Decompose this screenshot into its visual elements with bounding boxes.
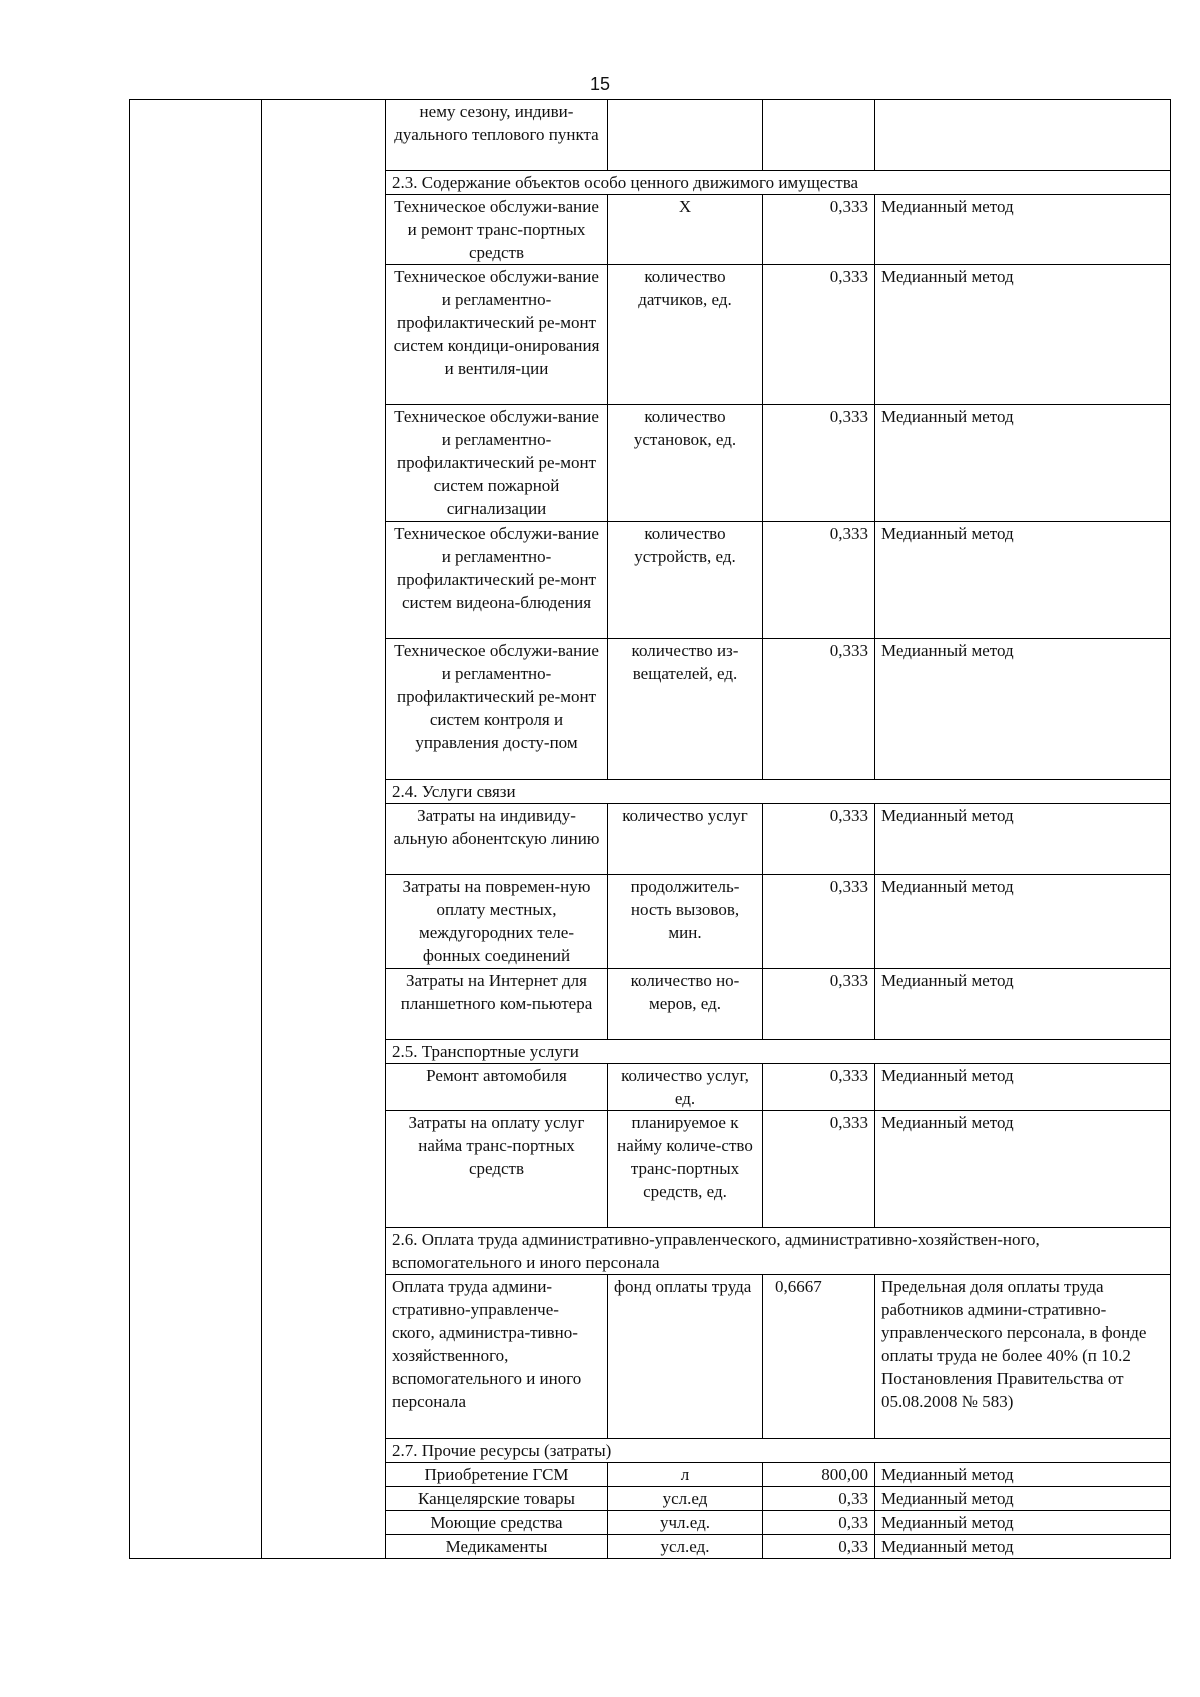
- measure-unit: количество услуг: [608, 804, 763, 875]
- cost-item-name: Оплата труда админи-стративно-управленче-ского, администра-тивно-хозяйственного, вспомогательного и иного персонала: [386, 1275, 608, 1439]
- section-heading: 2.4. Услуги связи: [386, 780, 1171, 804]
- measure-unit: количество услуг, ед.: [608, 1064, 763, 1111]
- section-heading: 2.5. Транспортные услуги: [386, 1040, 1171, 1064]
- cost-item-name: Затраты на повремен-ную оплату местных, междугородних теле-фонных соединений: [386, 875, 608, 969]
- cost-norms-table: [129, 99, 1171, 1559]
- cost-item-name: Техническое обслужи-вание и регламентно-профилактический ре-монт систем кондици-онирования и вентиля-ции: [386, 265, 608, 405]
- weight-value: 0,333: [763, 1111, 875, 1228]
- cost-item-name: Техническое обслужи-вание и регламентно-профилактический ре-монт систем пожарной сигнализации: [386, 405, 608, 522]
- weight-value: 0,333: [763, 195, 875, 265]
- calc-method: Медианный метод: [875, 265, 1171, 405]
- blank-column-1: [130, 100, 262, 1559]
- weight-value: 0,6667: [763, 1275, 875, 1439]
- measure-unit: [608, 100, 763, 171]
- cost-item-name: Затраты на оплату услуг найма транс-портных средств: [386, 1111, 608, 1228]
- cost-item-name: Приобретение ГСМ: [386, 1463, 608, 1487]
- measure-unit: планируемое к найму количе-ство транс-портных средств, ед.: [608, 1111, 763, 1228]
- measure-unit: продолжитель-ность вызовов, мин.: [608, 875, 763, 969]
- weight-value: 0,333: [763, 969, 875, 1040]
- weight-value: 800,00: [763, 1463, 875, 1487]
- weight-value: 0,33: [763, 1487, 875, 1511]
- weight-value: 0,333: [763, 875, 875, 969]
- weight-value: 0,333: [763, 405, 875, 522]
- calc-method: Медианный метод: [875, 804, 1171, 875]
- measure-unit: количество но-меров, ед.: [608, 969, 763, 1040]
- cost-item-name: Ремонт автомобиля: [386, 1064, 608, 1111]
- measure-unit: количество устройств, ед.: [608, 522, 763, 639]
- calc-method: Медианный метод: [875, 1463, 1171, 1487]
- measure-unit: л: [608, 1463, 763, 1487]
- section-heading: 2.6. Оплата труда административно-управленческого, административно-хозяйствен-ного, вспомогательного и иного персонала: [386, 1228, 1171, 1275]
- calc-method: Медианный метод: [875, 195, 1171, 265]
- blank-column-2: [262, 100, 386, 1559]
- weight-value: 0,333: [763, 1064, 875, 1111]
- cost-item-name: Техническое обслужи-вание и ремонт транс-портных средств: [386, 195, 608, 265]
- calc-method: Медианный метод: [875, 522, 1171, 639]
- measure-unit: усл.ед.: [608, 1535, 763, 1559]
- calc-method: Предельная доля оплаты труда работников админи-стративно-управленческого персонала, в фонде оплаты труда не более 40% (п 10.2 Постановления Правительства от 05.08.2008 № 583): [875, 1275, 1171, 1439]
- cost-item-name: Техническое обслужи-вание и регламентно-профилактический ре-монт систем видеона-блюдения: [386, 522, 608, 639]
- calc-method: Медианный метод: [875, 875, 1171, 969]
- cost-item-name: Канцелярские товары: [386, 1487, 608, 1511]
- calc-method: [875, 100, 1171, 171]
- weight-value: 0,33: [763, 1535, 875, 1559]
- cost-item-name: Медикаменты: [386, 1535, 608, 1559]
- measure-unit: количество датчиков, ед.: [608, 265, 763, 405]
- cost-item-name: Техническое обслужи-вание и регламентно-профилактический ре-монт систем контроля и управления досту-пом: [386, 639, 608, 780]
- cost-item-name: Моющие средства: [386, 1511, 608, 1535]
- weight-value: 0,333: [763, 522, 875, 639]
- measure-unit: учл.ед.: [608, 1511, 763, 1535]
- weight-value: 0,33: [763, 1511, 875, 1535]
- section-heading: 2.3. Содержание объектов особо ценного движимого имущества: [386, 171, 1171, 195]
- calc-method: Медианный метод: [875, 639, 1171, 780]
- weight-value: 0,333: [763, 265, 875, 405]
- measure-unit: усл.ед: [608, 1487, 763, 1511]
- weight-value: [763, 100, 875, 171]
- cost-item-name: Затраты на Интернет для планшетного ком-пьютера: [386, 969, 608, 1040]
- measure-unit: количество из-вещателей, ед.: [608, 639, 763, 780]
- section-heading: 2.7. Прочие ресурсы (затраты): [386, 1439, 1171, 1463]
- table-row: [130, 100, 1171, 171]
- cost-item-name: нему сезону, индиви-дуального теплового пункта: [386, 100, 608, 171]
- calc-method: Медианный метод: [875, 969, 1171, 1040]
- calc-method: Медианный метод: [875, 1511, 1171, 1535]
- measure-unit: Х: [608, 195, 763, 265]
- calc-method: Медианный метод: [875, 1111, 1171, 1228]
- cost-item-name: Затраты на индивиду-альную абонентскую линию: [386, 804, 608, 875]
- calc-method: Медианный метод: [875, 1535, 1171, 1559]
- measure-unit: количество установок, ед.: [608, 405, 763, 522]
- weight-value: 0,333: [763, 804, 875, 875]
- calc-method: Медианный метод: [875, 1487, 1171, 1511]
- page-number: 15: [589, 74, 611, 94]
- calc-method: Медианный метод: [875, 405, 1171, 522]
- calc-method: Медианный метод: [875, 1064, 1171, 1111]
- weight-value: 0,333: [763, 639, 875, 780]
- measure-unit: фонд оплаты труда: [608, 1275, 763, 1439]
